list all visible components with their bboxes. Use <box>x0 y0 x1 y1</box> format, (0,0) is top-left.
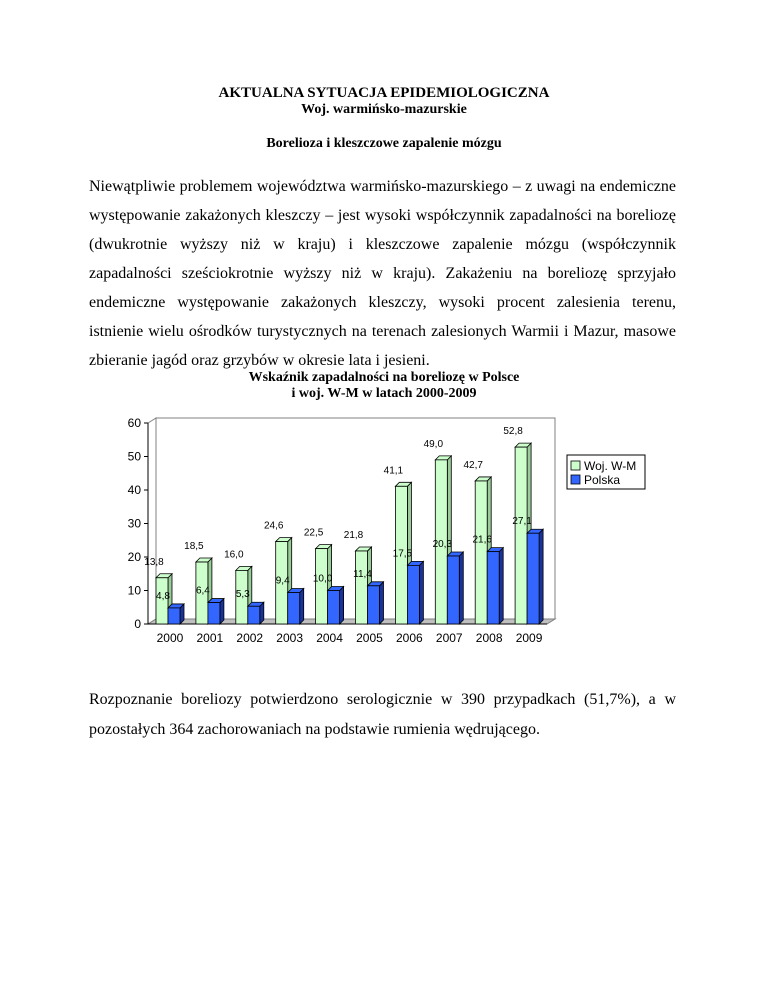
legend-label: Woj. W-M <box>584 459 637 473</box>
data-label-polska: 21,6 <box>472 534 492 546</box>
legend-swatch <box>571 475 580 484</box>
data-label-woj-wm: 41,1 <box>383 465 404 477</box>
data-label-polska: 5,3 <box>235 589 250 601</box>
chart-side-wall <box>148 418 156 624</box>
bar-polska <box>248 602 264 624</box>
data-label-polska: 10,0 <box>312 573 333 585</box>
diagnosis-paragraph: Rozpoznanie boreliozy potwierdzono serologicznie w 390 przypadkach (51,7%), a w pozostałych 364 zachorowaniach na podstawie rumienia wędrującego. <box>89 691 676 738</box>
x-tick-label: 2004 <box>316 631 343 645</box>
data-label-woj-wm: 16,0 <box>224 549 244 561</box>
intro-paragraph: Niewątpliwie problemem województwa warmińsko-mazurskiego – z uwagi na endemiczne występowanie zakażonych kleszczy – jest wysoki współczynnik zapadalności na boreliozę (dwukrotnie wyższy niż w kraju) i kleszczowe zapalenie mózgu (współczynnik zapadalności sześciokrotnie wyższy niż w kraju). Zakażeniu na boreliozę sprzyjało endemiczne występowanie zakażonych kleszczy, wysoki procent zalesienia terenu, istnienie wielu ośrodków turystycznych na terenach zalesionych Warmii i Mazur, masowe zbieranie jagód oraz grzybów w okresie lata i jesieni. <box>89 178 676 369</box>
data-label-woj-wm: 21,8 <box>343 529 364 541</box>
data-label-woj-wm: 42,7 <box>463 459 483 471</box>
data-label-woj-wm: 49,0 <box>423 438 444 450</box>
y-tick-label: 40 <box>127 483 141 497</box>
bar-polska <box>527 529 543 624</box>
y-tick-label: 50 <box>127 449 141 464</box>
data-label-polska: 20,3 <box>432 538 453 550</box>
data-label-polska: 27,1 <box>512 516 532 528</box>
data-label-woj-wm: 18,5 <box>184 541 204 553</box>
chart-title-line1: Wskaźnik zapadalności na boreliozę w Polsce <box>248 370 520 385</box>
data-label-polska: 6,4 <box>195 585 210 597</box>
y-tick-label: 10 <box>127 583 141 598</box>
legend-label: Polska <box>584 473 621 487</box>
y-tick-label: 20 <box>127 550 141 564</box>
bar-polska <box>447 552 463 624</box>
document-title: AKTUALNA SYTUACJA EPIDEMIOLOGICZNA <box>218 85 550 101</box>
bar-polska <box>487 548 503 624</box>
data-label-woj-wm: 13,8 <box>144 556 164 568</box>
data-label-polska: 9,4 <box>275 575 290 587</box>
x-tick-label: 2003 <box>276 631 304 645</box>
x-tick-label: 2007 <box>435 631 463 645</box>
bar-polska <box>208 599 224 624</box>
x-tick-label: 2009 <box>515 631 543 645</box>
y-tick-label: 30 <box>127 516 141 531</box>
x-tick-label: 2006 <box>395 631 423 645</box>
x-tick-label: 2005 <box>356 631 383 645</box>
bar-polska <box>328 587 344 625</box>
data-label-polska: 4,8 <box>156 590 170 602</box>
bar-polska <box>168 604 184 624</box>
data-label-woj-wm: 52,8 <box>503 426 523 438</box>
bar-polska <box>288 589 304 624</box>
y-tick-label: 60 <box>127 416 141 430</box>
bar-polska <box>407 561 423 624</box>
legend-swatch <box>571 461 580 470</box>
data-label-woj-wm: 22,5 <box>303 527 324 539</box>
data-label-polska: 11,4 <box>353 568 372 580</box>
bar-polska <box>368 582 384 624</box>
data-label-woj-wm: 24,6 <box>263 520 284 532</box>
data-label-polska: 17,5 <box>392 548 413 560</box>
section-heading: Borelioza i kleszczowe zapalenie mózgu <box>266 136 502 151</box>
chart-title-line2: i woj. W-M w latach 2000-2009 <box>291 386 477 401</box>
y-tick-label: 0 <box>134 617 141 631</box>
x-tick-label: 2002 <box>236 631 264 645</box>
document-subtitle: Woj. warmińsko-mazurskie <box>301 102 467 117</box>
x-tick-label: 2001 <box>196 631 224 645</box>
x-tick-label: 2000 <box>156 631 184 645</box>
x-tick-label: 2008 <box>475 631 503 645</box>
